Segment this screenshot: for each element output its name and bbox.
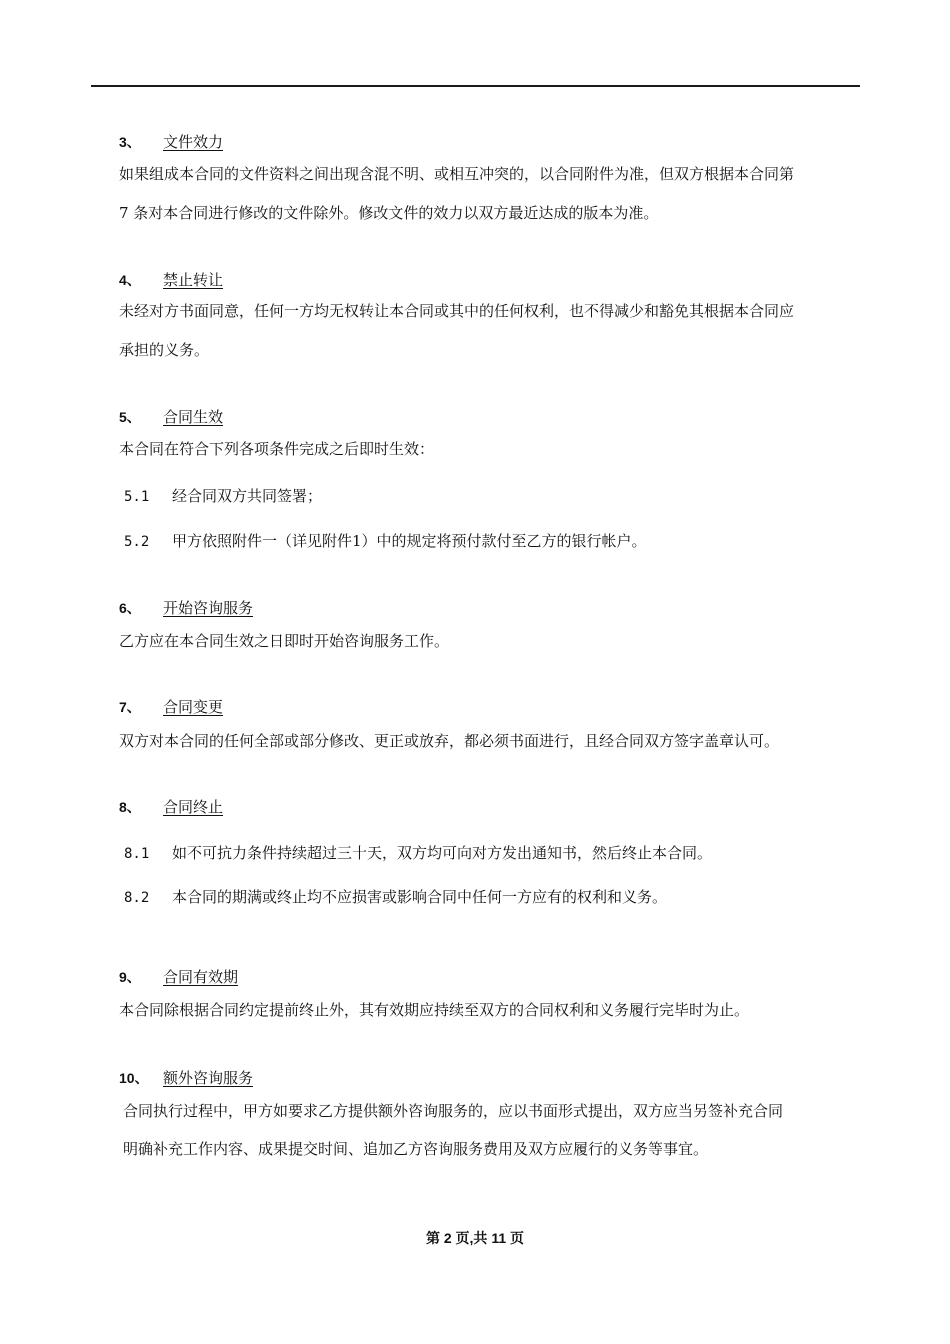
section-number: 3、 bbox=[119, 134, 141, 150]
clause-number: 8.1 bbox=[124, 846, 150, 862]
section-number: 7、 bbox=[119, 699, 141, 715]
paragraph-line: 本合同除根据合同约定提前终止外，其有效期应持续至双方的合同权利和义务履行完毕时为止。 bbox=[119, 1001, 750, 1019]
paragraph-line: 承担的义务。 bbox=[119, 341, 210, 359]
section-number: 5、 bbox=[119, 409, 141, 425]
section-4-heading bbox=[119, 270, 223, 290]
header-rule bbox=[91, 85, 860, 87]
paragraph-line: 本合同在符合下列各项条件完成之后即时生效： bbox=[119, 440, 435, 458]
clause-text: 本合同的期满或终止均不应损害或影响合同中任何一方应有的权利和义务。 bbox=[172, 888, 668, 906]
section-number: 10、 bbox=[119, 1070, 149, 1086]
clause-number: 5.2 bbox=[124, 534, 150, 550]
section-6-heading bbox=[119, 598, 253, 618]
section-number: 4、 bbox=[119, 272, 141, 288]
section-title: 合同有效期 bbox=[163, 968, 239, 986]
clause-8-1 bbox=[124, 843, 712, 864]
section-8-heading bbox=[119, 797, 223, 817]
section-number: 6、 bbox=[119, 600, 141, 616]
section-3-heading bbox=[119, 132, 223, 152]
section-5-heading bbox=[119, 407, 223, 427]
section-title: 合同生效 bbox=[163, 408, 224, 426]
clause-number: 5.1 bbox=[124, 489, 150, 505]
paragraph-line: 明确补充工作内容、成果提交时间、追加乙方咨询服务费用及双方应履行的义务等事宜。 bbox=[123, 1140, 709, 1158]
page-footer: 第 2 页,共 11 页 bbox=[425, 1230, 525, 1246]
paragraph-line: 合同执行过程中，甲方如要求乙方提供额外咨询服务的，应以书面形式提出，双方应当另签补充合同 bbox=[123, 1102, 784, 1120]
section-number: 8、 bbox=[119, 799, 141, 815]
clause-5-1 bbox=[124, 486, 322, 507]
section-title: 禁止转让 bbox=[163, 271, 224, 289]
clause-8-2 bbox=[124, 887, 667, 908]
section-7-heading bbox=[119, 697, 223, 717]
clause-number: 8.2 bbox=[124, 890, 150, 906]
paragraph-line: 如果组成本合同的文件资料之间出现含混不明、或相互冲突的，以合同附件为准，但双方根据本合同第 bbox=[119, 165, 795, 183]
section-title: 额外咨询服务 bbox=[163, 1069, 254, 1087]
section-title: 文件效力 bbox=[163, 133, 224, 151]
clause-5-2 bbox=[124, 531, 647, 552]
paragraph-line: 双方对本合同的任何全部或部分修改、更正或放弃，都必须书面进行，且经合同双方签字盖章认可。 bbox=[119, 732, 780, 750]
section-9-heading bbox=[119, 967, 238, 987]
section-title: 合同终止 bbox=[163, 798, 224, 816]
paragraph-line: 乙方应在本合同生效之日即时开始咨询服务工作。 bbox=[119, 632, 450, 650]
paragraph-line: 7 条对本合同进行修改的文件除外。修改文件的效力以双方最近达成的版本为准。 bbox=[119, 204, 659, 222]
section-10-heading bbox=[119, 1068, 253, 1088]
section-title: 合同变更 bbox=[163, 698, 224, 716]
clause-text: 甲方依照附件一（详见附件1）中的规定将预付款付至乙方的银行帐户。 bbox=[172, 532, 647, 550]
clause-text: 经合同双方共同签署； bbox=[172, 487, 323, 505]
section-number: 9、 bbox=[119, 969, 141, 985]
paragraph-line: 未经对方书面同意，任何一方均无权转让本合同或其中的任何权利，也不得减少和豁免其根据本合同应 bbox=[119, 302, 795, 320]
section-title: 开始咨询服务 bbox=[163, 599, 254, 617]
clause-text: 如不可抗力条件持续超过三十天，双方均可向对方发出通知书，然后终止本合同。 bbox=[172, 844, 713, 862]
